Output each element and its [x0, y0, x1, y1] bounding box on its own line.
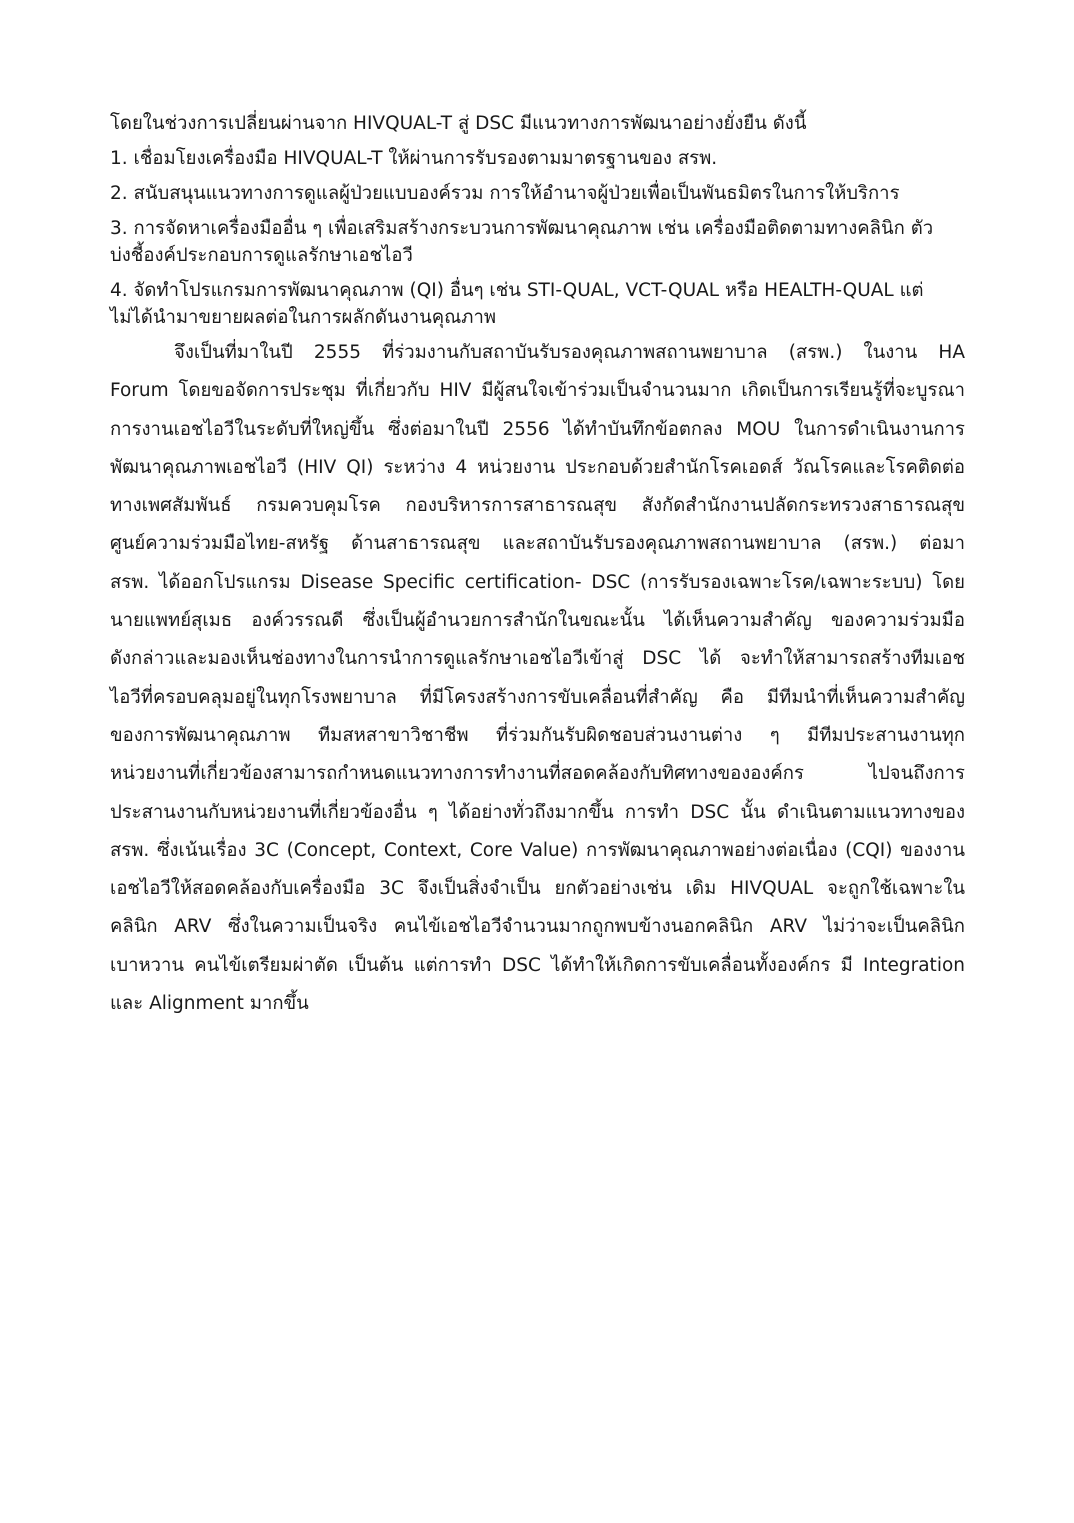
paragraph-line: สรพ. ซึ่งเน้นเรื่อง 3C (Concept, Context, Core Value) การพัฒนาคุณภาพอย่างต่อเนื่อง (CQI) ของงาน — [110, 839, 965, 861]
paragraph-line: พัฒนาคุณภาพเอชไอวี (HIV QI) ระหว่าง 4 หน่วยงาน ประกอบด้วยสำนักโรคเอดส์ วัณโรคและโรคติดต่อ — [110, 456, 965, 478]
paragraph-line: และ Alignment มากขึ้น — [110, 993, 309, 1015]
list-item-3 — [110, 215, 965, 269]
paragraph-line: Forum โดยขอจัดการประชุม ที่เกี่ยวกับ HIV มีผู้สนใจเข้าร่วมเป็นจำนวนมาก เกิดเป็นการเรียนรู้ที่จะบูรณา — [110, 380, 965, 402]
paragraph-line: สรพ. ได้ออกโปรแกรม Disease Specific certification- DSC (การรับรองเฉพาะโรค/เฉพาะระบบ) โดย — [110, 571, 965, 593]
list-item-text: 4. จัดทำโปรแกรมการพัฒนาคุณภาพ (QI) อื่นๆ เช่น STI-QUAL, VCT-QUAL หรือ HEALTH-QUAL แต่ — [110, 280, 924, 301]
list-item-text: 1. เชื่อมโยงเครื่องมือ HIVQUAL-T ให้ผ่านการรับรองตามมาตรฐานของ สรพ. — [110, 148, 718, 169]
paragraph-line: เบาหวาน คนไข้เตรียมผ่าตัด เป็นต้น แต่การทำ DSC ได้ทำให้เกิดการขับเคลื่อนทั้งองค์กร มี Integration — [110, 954, 965, 976]
paragraph-line: ทางเพศสัมพันธ์ กรมควบคุมโรค กองบริหารการสาธารณสุข สังกัดสำนักงานปลัดกระทรวงสาธารณสุข — [110, 495, 965, 517]
document-page — [110, 110, 965, 1028]
paragraph-line: ของการพัฒนาคุณภาพ ทีมสหสาขาวิชาชีพ ที่ร่วมกันรับผิดชอบส่วนงานต่าง ๆ มีทีมประสานงานทุก — [110, 724, 965, 746]
paragraph-line: ศูนย์ความร่วมมือไทย-สหรัฐ ด้านสาธารณสุข และสถาบันรับรองคุณภาพสถานพยาบาล (สรพ.) ต่อมา — [110, 533, 965, 555]
list-item-4 — [110, 277, 965, 331]
paragraph-line: ดังกล่าวและมองเห็นช่องทางในการนำการดูแลรักษาเอชไอวีเข้าสู่ DSC ได้ จะทำให้สามารถสร้างทีมเอช — [110, 648, 965, 670]
paragraph-line: ไอวีที่ครอบคลุมอยู่ในทุกโรงพยาบาล ที่มีโครงสร้างการขับเคลื่อนที่สำคัญ คือ มีทีมนำที่เห็นความสำคัญ — [110, 686, 965, 708]
list-item-text-continued: บ่งชี้องค์ประกอบการดูแลรักษาเอชไอวี — [110, 245, 413, 266]
intro-line: โดยในช่วงการเปลี่ยนผ่านจาก HIVQUAL-T สู่ DSC มีแนวทางการพัฒนาอย่างยั่งยืน ดังนี้ — [110, 113, 807, 134]
body-paragraph — [110, 339, 965, 1017]
paragraph-line: จึงเป็นที่มาในปี 2555 ที่ร่วมงานกับสถาบันรับรองคุณภาพสถานพยาบาล (สรพ.) ในงาน HA — [174, 342, 965, 363]
paragraph-line: คลินิก ARV ซึ่งในความเป็นจริง คนไข้เอชไอวีจำนวนมากถูกพบข้างนอกคลินิก ARV ไม่ว่าจะเป็นคลินิก — [110, 916, 965, 938]
list-item-text: 3. การจัดหาเครื่องมืออื่น ๆ เพื่อเสริมสร้างกระบวนการพัฒนาคุณภาพ เช่น เครื่องมือติดตามทางคลินิก ตัว — [110, 218, 934, 239]
paragraph-line: หน่วยงานที่เกี่ยวข้องสามารถกำหนดแนวทางการทำงานที่สอดคล้องกับทิศทางขององค์กร ไปจนถึงการ — [110, 763, 965, 785]
paragraph-line: นายแพทย์สุเมธ องค์วรรณดี ซึ่งเป็นผู้อำนวยการสำนักในขณะนั้น ได้เห็นความสำคัญ ของความร่วมมือ — [110, 610, 965, 632]
numbered-list — [110, 145, 965, 331]
paragraph-line: การงานเอชไอวีในระดับที่ใหญ่ขึ้น ซึ่งต่อมาในปี 2556 ได้ทำบันทึกข้อตกลง MOU ในการดำเนินงานการ — [110, 418, 965, 440]
list-item-text: 2. สนับสนุนแนวทางการดูแลผู้ป่วยแบบองค์รวม การให้อำนาจผู้ป่วยเพื่อเป็นพันธมิตรในการให้บริการ — [110, 183, 900, 204]
list-item-2 — [110, 180, 965, 207]
paragraph-line: เอชไอวีให้สอดคล้องกับเครื่องมือ 3C จึงเป็นสิ่งจำเป็น ยกตัวอย่างเช่น เดิม HIVQUAL จะถูกใช้เฉพาะใน — [110, 878, 965, 900]
list-item-1 — [110, 145, 965, 172]
list-item-text-continued: ไม่ได้นำมาขยายผลต่อในการผลักดันงานคุณภาพ — [110, 307, 497, 328]
paragraph-line: ประสานงานกับหน่วยงานที่เกี่ยวข้องอื่น ๆ ได้อย่างทั่วถึงมากขึ้น การทำ DSC นั้น ดำเนินตามแนวทางของ — [110, 801, 965, 823]
